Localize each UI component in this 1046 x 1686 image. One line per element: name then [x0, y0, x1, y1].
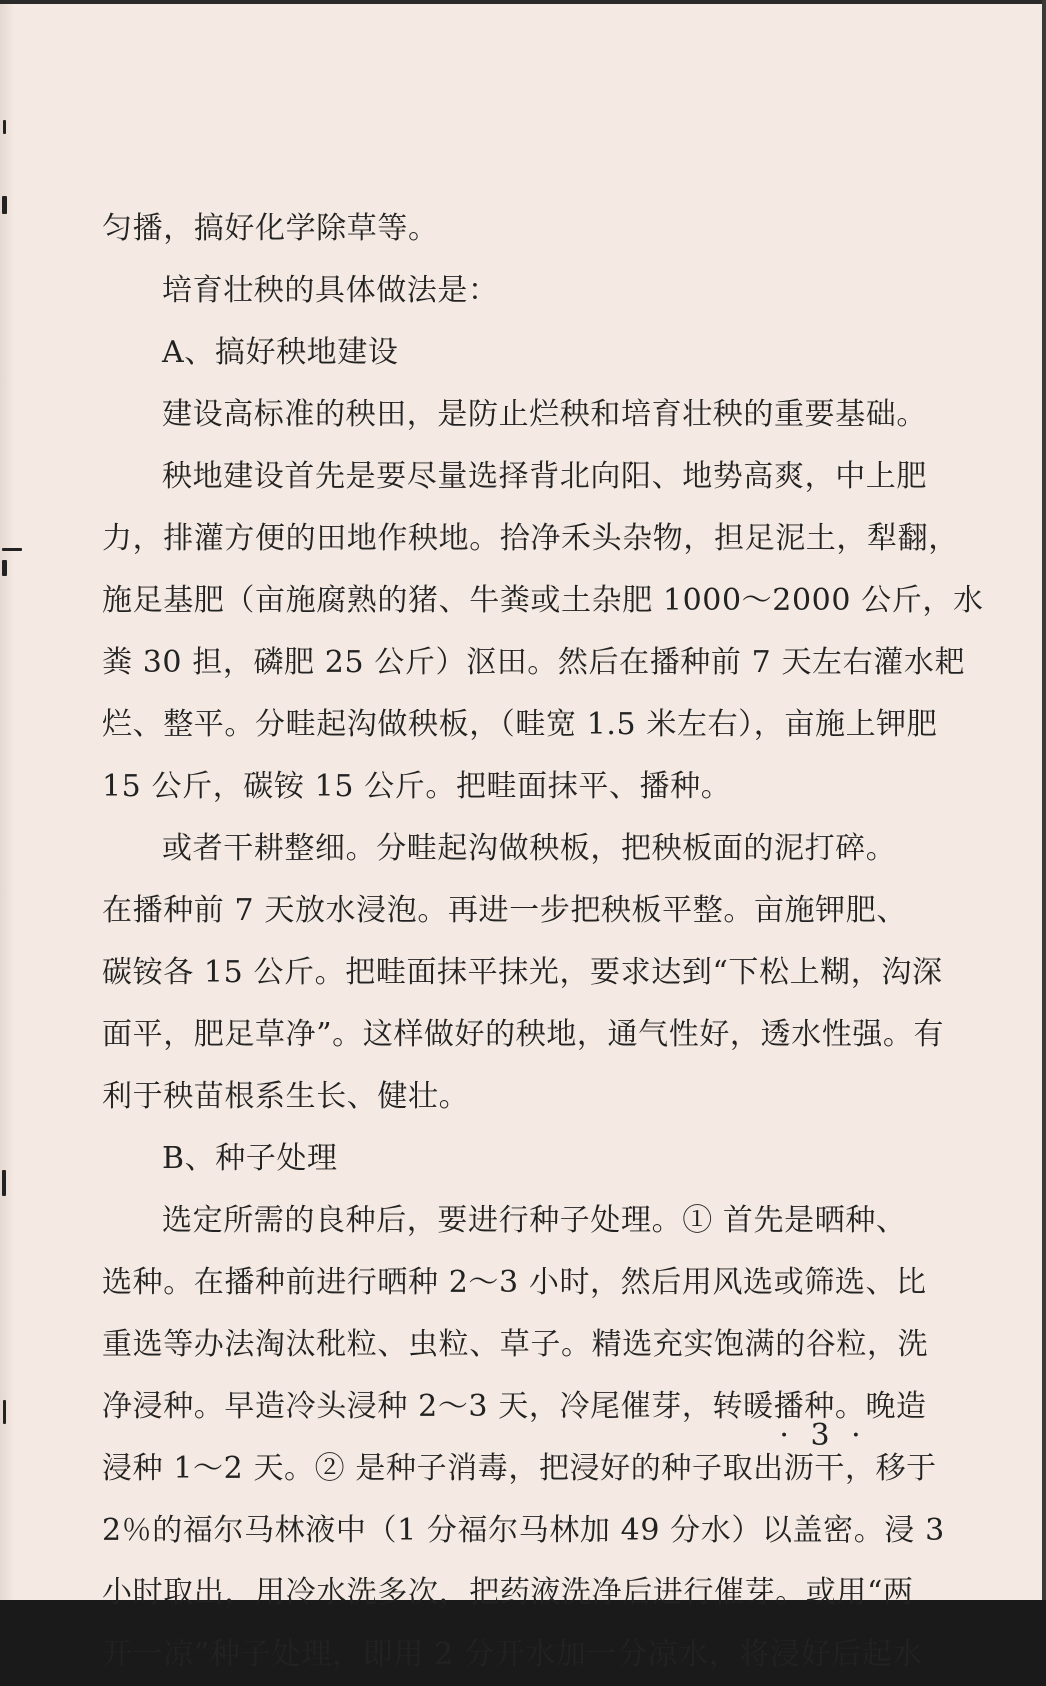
binding-mark: [2, 1170, 6, 1196]
text-line: 培育壮秧的具体做法是：: [162, 273, 499, 308]
page-right-edge: [1042, 0, 1046, 1600]
text-line: 烂、整平。分畦起沟做秧板，（畦宽 1.5 米左右），亩施上钾肥: [102, 707, 938, 742]
text-line: 粪 30 担，磷肥 25 公斤）沤田。然后在播种前 7 天左右灌水耙: [102, 645, 966, 680]
text-line: 在播种前 7 天放水浸泡。再进一步把秧板平整。亩施钾肥、: [102, 893, 907, 928]
text-line: 力，排灌方便的田地作秧地。拾净禾头杂物，担足泥土，犁翻，: [102, 521, 959, 556]
text-line: 匀播，搞好化学除草等。: [102, 211, 439, 246]
text-line: 浸种 1～2 天。② 是种子消毒，把浸好的种子取出沥干，移于: [102, 1451, 937, 1486]
body-text: [102, 198, 984, 1686]
text-line: 选定所需的良种后，要进行种子处理。① 首先是晒种、: [162, 1203, 907, 1238]
text-line: 或者干耕整细。分畦起沟做秧板，把秧板面的泥打碎。: [162, 831, 897, 866]
text-line: 施足基肥（亩施腐熟的猪、牛粪或土杂肥 1000～2000 公斤，水: [102, 583, 984, 618]
binding-mark: [2, 560, 7, 576]
binding-mark: [3, 1400, 6, 1424]
text-line: 面平，肥足草净”。这样做好的秧地，通气性好，透水性强。有: [102, 1017, 945, 1052]
binding-mark: [2, 196, 7, 214]
text-line: 2％的福尔马林液中（1 分福尔马林加 49 分水）以盖密。浸 3: [102, 1513, 945, 1548]
page-top-edge: [0, 0, 1046, 4]
text-line: 碳铵各 15 公斤。把畦面抹平抹光，要求达到“下松上糊，沟深: [102, 955, 943, 990]
page-left-edge-shadow: [0, 0, 14, 1600]
text-line: 开一凉”种子处理，即用 2 分开水加一分凉水，将浸好后起水: [102, 1637, 923, 1672]
section-heading: A、搞好秧地建设: [162, 335, 399, 370]
text-line: 小时取出，用冷水洗多次，把药液洗净后进行催芽。或用“两: [102, 1575, 914, 1610]
binding-mark: [2, 548, 22, 551]
text-line: 建设高标准的秧田，是防止烂秧和培育壮秧的重要基础。: [162, 397, 927, 432]
text-line: 选种。在播种前进行晒种 2～3 小时，然后用风选或筛选、比: [102, 1265, 927, 1300]
text-line: 净浸种。早造冷头浸种 2～3 天，冷尾催芽，转暖播种。晚造: [102, 1389, 927, 1424]
page-number: · 3 ·: [779, 1418, 867, 1453]
text-line: 秧地建设首先是要尽量选择背北向阳、地势高爽，中上肥: [162, 459, 927, 494]
text-line: 15 公斤，碳铵 15 公斤。把畦面抹平、播种。: [102, 769, 732, 804]
section-heading: B、种子处理: [162, 1141, 338, 1176]
text-line: 重选等办法淘汰秕粒、虫粒、草子。精选充实饱满的谷粒，洗: [102, 1327, 929, 1362]
binding-mark: [3, 120, 6, 134]
text-line: 利于秧苗根系生长、健壮。: [102, 1079, 470, 1114]
